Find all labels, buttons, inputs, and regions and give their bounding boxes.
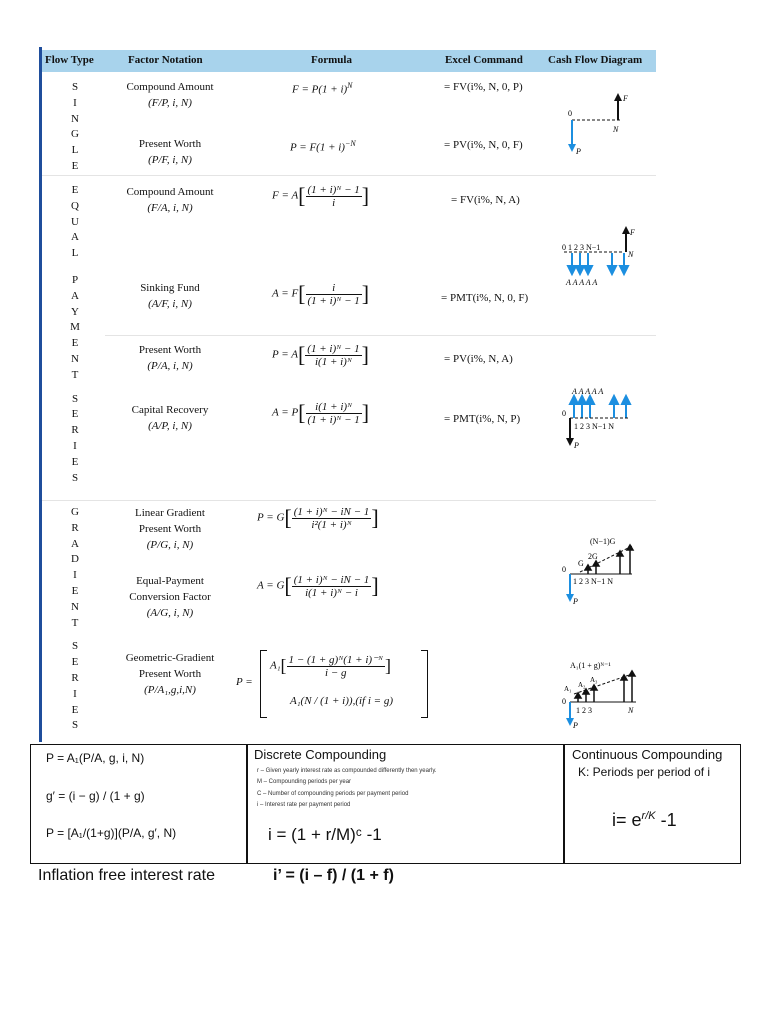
excel-fv-single: = FV(i%, N, 0, P) xyxy=(444,81,523,93)
divider-uniform xyxy=(42,500,656,501)
formula-fp: $F = P(1 + i)^N$ xyxy=(292,81,353,96)
formula-ag: A = G[ $\frac{\text{(1 + i)ᴺ − iN − 1}}{\text{i(1 + i)ᴺ − i}}$ ] xyxy=(257,573,379,599)
discrete-r: r – Given yearly interest rate as compounded differently then yearly. xyxy=(257,768,437,774)
box-continuous-compounding xyxy=(563,744,741,864)
d5-top: A₁(1 + g)ᴺ⁻¹ xyxy=(570,661,611,670)
flow-type-gradient-series: G R A D I E N T S E R I E S xyxy=(71,506,79,732)
d4-2g: 2G xyxy=(588,552,598,561)
d5-n: N xyxy=(628,706,634,715)
factor-fp: Compound Amount (F/P, i, N) xyxy=(126,81,214,109)
table-left-rule xyxy=(39,47,42,742)
header-cash-flow-diagram: Cash Flow Diagram xyxy=(548,54,643,66)
formula-geometric: P = A₁[ $\frac{\text{1 − (1 + g)ᴺ(1 + i)⁻ᴺ}}{i - g}$ ] A₁(N / (1 + i)),(if i = g) xyxy=(236,650,436,718)
header-factor-notation: Factor Notation xyxy=(128,54,203,66)
factor-pf: Present Worth (P/F, i, N) xyxy=(138,138,202,166)
table-header xyxy=(42,50,656,72)
d5-p: P xyxy=(573,721,578,730)
d3-p: P xyxy=(574,441,579,450)
geo-line1: P = A₁(P/A, g, i, N) xyxy=(46,751,145,765)
d1-n: N xyxy=(613,125,619,134)
d4-top: (N−1)G xyxy=(590,537,616,546)
d4-zero: 0 xyxy=(562,565,566,574)
discrete-m: M – Compounding periods per year xyxy=(257,779,352,785)
diagram-single-payment xyxy=(560,88,640,158)
divider-fv-pv xyxy=(105,335,656,336)
diagram-geometric-gradient xyxy=(560,656,650,730)
d3-ticks: 1 2 3 N−1 N xyxy=(574,422,615,431)
excel-pv-single: = PV(i%, N, 0, F) xyxy=(444,139,523,151)
discrete-title: Discrete Compounding xyxy=(254,747,387,762)
header-flow-type: Flow Type xyxy=(45,54,94,66)
formula-pf: $P = F(1 + i)^{-N}$ xyxy=(290,139,356,154)
factor-geometric: Geometric-Gradient Present Worth (P/A₁,g,i,N) xyxy=(125,652,215,696)
diagram-uniform-present xyxy=(560,386,650,452)
d1-p: P xyxy=(576,147,581,156)
inflation-label: Inflation free interest rate xyxy=(38,867,215,884)
formula-af: A = F[ $\frac{i}{\text{(1 + i)ᴺ − 1}}$ ] xyxy=(272,281,370,307)
d5-ticks: 1 2 3 xyxy=(576,706,592,715)
factor-ag: Equal-Payment Conversion Factor (A/G, i, N) xyxy=(129,575,211,619)
discrete-formula: i = (1 + r/M)ᶜ -1 xyxy=(268,825,382,844)
inflation-formula: i’ = (i – f) / (1 + f) xyxy=(273,867,394,884)
d2-f: F xyxy=(630,228,635,237)
excel-pmt-recovery: = PMT(i%, N, P) xyxy=(444,413,521,425)
d1-f: F xyxy=(623,94,628,103)
d2-n: N xyxy=(628,250,634,259)
d4-ticks: 1 2 3 N−1 N xyxy=(573,577,614,586)
discrete-c: C – Number of compounding periods per payment period xyxy=(257,791,409,797)
formula-fa: F = A[ $\frac{\text{(1 + i)ᴺ − 1}}{i}$ ] xyxy=(272,183,370,209)
d5-a1: A₁ xyxy=(564,685,572,693)
d5-zero: 0 xyxy=(562,697,566,706)
diagram-uniform-future xyxy=(560,226,650,288)
factor-pg: Linear Gradient Present Worth (P/G, i, N) xyxy=(135,507,205,551)
d4-g: G xyxy=(578,559,584,568)
formula-ap: A = P[ $\frac{\text{i(1 + i)ᴺ}}{\text{(1 + i)ᴺ − 1}}$ ] xyxy=(272,400,370,426)
factor-pa: Present Worth (P/A, i, N) xyxy=(138,344,202,372)
continuous-title: Continuous Compounding xyxy=(572,747,723,762)
flow-type-single: S I N G L E xyxy=(71,81,79,172)
d3-a: A A A A A xyxy=(572,387,604,396)
diagram-linear-gradient xyxy=(560,532,650,608)
header-excel-command: Excel Command xyxy=(445,54,523,66)
d5-a3: A₃ xyxy=(590,676,598,684)
factor-fa: Compound Amount (F/A, i, N) xyxy=(126,186,214,214)
geo-line2: g′ = (i − g) / (1 + g) xyxy=(46,789,145,803)
excel-pv-uniform: = PV(i%, N, A) xyxy=(444,353,513,365)
geo-line3: P = [A₁/(1+g)](P/A, g′, N) xyxy=(46,826,177,840)
continuous-formula: $i= e^{r/K}$ -1 xyxy=(612,810,677,830)
divider-single xyxy=(42,175,656,176)
d5-a2: A₂ xyxy=(578,681,586,689)
discrete-i: i – Interest rate per payment period xyxy=(257,802,351,808)
d4-p: P xyxy=(573,597,578,606)
d1-zero: 0 xyxy=(568,109,572,118)
header-formula: Formula xyxy=(311,54,352,66)
flow-type-equal-payment-series: E Q U A L P A Y M E N T S E R I E S xyxy=(70,184,80,484)
formula-pa: P = A[ $\frac{\text{(1 + i)ᴺ − 1}}{\text{i(1 + i)ᴺ}}$ ] xyxy=(272,342,369,368)
factor-af: Sinking Fund (A/F, i, N) xyxy=(140,282,200,310)
formula-pg: P = G[ $\frac{\text{(1 + i)ᴺ − iN − 1}}{\text{i²(1 + i)ᴺ}}$ ] xyxy=(257,505,379,531)
excel-fv-uniform: = FV(i%, N, A) xyxy=(451,194,520,206)
d2-ticks: 0 1 2 3 N−1 xyxy=(562,243,601,252)
d3-zero: 0 xyxy=(562,409,566,418)
excel-pmt-sinking: = PMT(i%, N, 0, F) xyxy=(441,292,529,304)
continuous-subtitle: K: Periods per period of i xyxy=(578,765,711,779)
d2-a: A A A A A xyxy=(566,278,598,287)
factor-ap: Capital Recovery (A/P, i, N) xyxy=(131,404,209,432)
